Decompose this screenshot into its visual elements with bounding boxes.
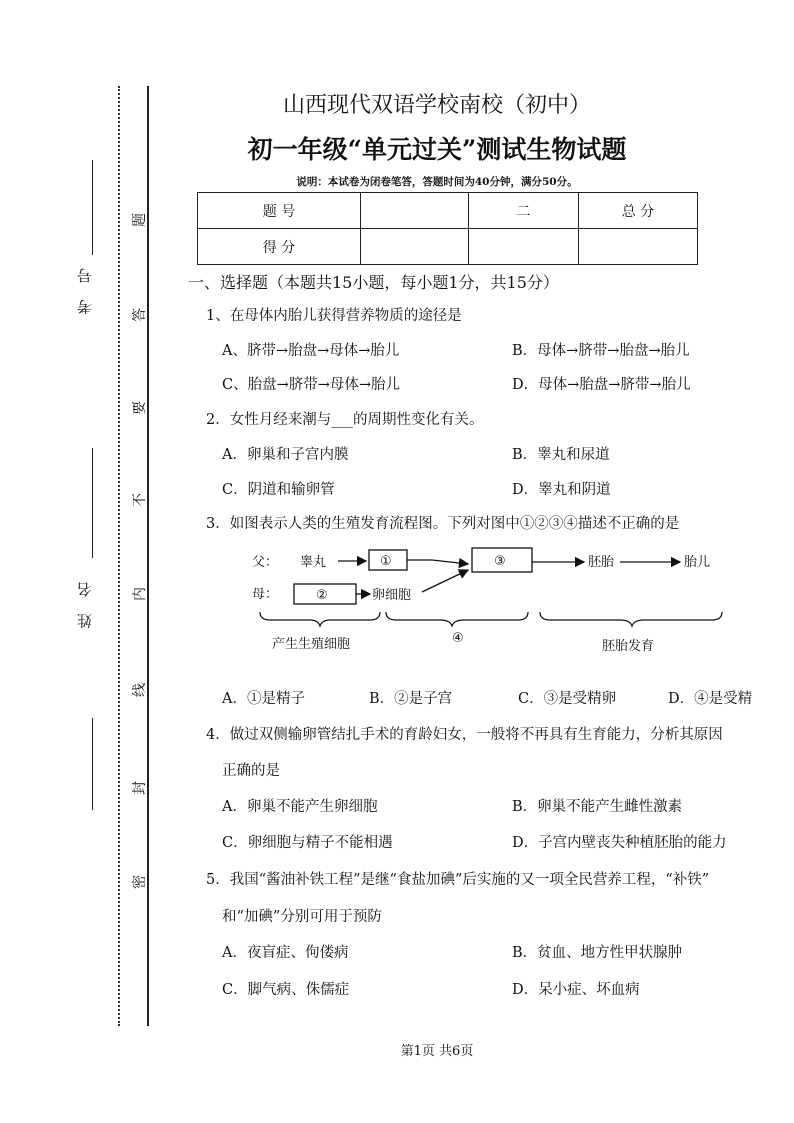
- gametes-label: 产生生殖细胞: [272, 637, 351, 652]
- mother-label: 母：: [252, 587, 279, 602]
- brace-4-label: ④: [452, 631, 464, 646]
- option[interactable]: A．卵巢不能产生卵细胞: [222, 799, 378, 815]
- seal-char: 线: [132, 683, 148, 697]
- brace-4: [386, 612, 528, 626]
- brace-gametes: [260, 612, 380, 626]
- margin-solid-line: [147, 86, 149, 1026]
- option[interactable]: D．呆小症、坏血病: [512, 982, 640, 998]
- blank-line: [92, 718, 93, 810]
- school-name: 山西现代双语学校南校（初中）: [282, 93, 591, 118]
- testis-label: 睾丸: [300, 555, 327, 570]
- reproduction-flow-diagram: [250, 540, 730, 660]
- seal-char: 密: [132, 875, 148, 889]
- option[interactable]: B．贫血、地方性甲状腺肿: [512, 945, 683, 961]
- question-stem-cont: 和“加碘”分别可用于预防: [222, 909, 382, 925]
- option[interactable]: B．睾丸和尿道: [512, 447, 610, 463]
- score-table-cell[interactable]: [469, 229, 579, 265]
- option[interactable]: A、脐带→胎盘→母体→胎儿: [222, 343, 400, 359]
- seal-char: 要: [132, 401, 148, 415]
- option[interactable]: B．母体→脐带→胎盘→胎儿: [512, 343, 690, 359]
- option[interactable]: C、胎盘→脐带→母体→胎儿: [222, 377, 401, 393]
- option[interactable]: B．②是子宫: [369, 691, 453, 707]
- seal-char: 题: [132, 213, 148, 227]
- option[interactable]: C．③是受精卵: [518, 691, 617, 707]
- exam-title: 初一年级“单元过关”测试生物试题: [247, 135, 627, 164]
- seal-char: 内: [132, 587, 148, 601]
- box-1-label: ①: [380, 554, 392, 569]
- score-table-cell[interactable]: [361, 229, 469, 265]
- score-table-cell: 题 号: [198, 193, 361, 229]
- option[interactable]: D．子宫内壁丧失种植胚胎的能力: [512, 835, 727, 851]
- score-table-cell[interactable]: [579, 229, 698, 265]
- question-stem: 5．我国“酱油补铁工程”是继“食盐加碘”后实施的又一项全民营养工程，“补铁”: [206, 872, 710, 888]
- score-table: [197, 192, 698, 265]
- question-stem: 4．做过双侧输卵管结扎手术的育龄妇女，一般将不再具有生育能力，分析其原因: [206, 727, 723, 743]
- name-line: [92, 448, 93, 558]
- father-label: 父：: [252, 555, 279, 570]
- question-stem: 2．女性月经来潮与___的周期性变化有关。: [206, 412, 484, 428]
- option[interactable]: A．①是精子: [222, 691, 305, 707]
- question-stem-cont: 正确的是: [222, 763, 280, 779]
- box-2-label: ②: [316, 588, 328, 603]
- score-table-cell: [361, 193, 469, 229]
- option[interactable]: A．夜盲症、佝偻病: [222, 945, 349, 961]
- name-label: 姓 名: [76, 576, 94, 629]
- seal-dotted-line: [118, 86, 120, 1026]
- option[interactable]: B．卵巢不能产生雌性激素: [512, 799, 683, 815]
- exam-note: 说明：本试卷为闭卷笔答，答题时间为40分钟，满分50分。: [296, 176, 578, 188]
- option[interactable]: D．④是受精: [668, 691, 753, 707]
- brace-development: [540, 612, 722, 626]
- option[interactable]: D．睾丸和阴道: [512, 482, 611, 498]
- development-label: 胚胎发育: [602, 639, 655, 654]
- question-stem: 3．如图表示人类的生殖发育流程图。下列对图中①②③④描述不正确的是: [206, 516, 680, 532]
- option[interactable]: C．卵细胞与精子不能相遇: [222, 835, 393, 851]
- exam-number-label: 考 号: [76, 262, 94, 315]
- section-heading: 一、选择题（本题共15小题，每小题1分，共15分）: [188, 273, 559, 292]
- option[interactable]: C．脚气病、侏儒症: [222, 982, 350, 998]
- embryo-label: 胚胎: [588, 555, 615, 570]
- fetus-label: 胎儿: [684, 555, 711, 570]
- seal-char: 不: [132, 493, 148, 507]
- box-3-label: ③: [494, 554, 506, 569]
- question-stem: 1、在母体内胎儿获得营养物质的途径是: [206, 308, 462, 324]
- score-table-cell: 总 分: [579, 193, 698, 229]
- score-table-cell: 得 分: [198, 229, 361, 265]
- egg-label: 卵细胞: [372, 588, 412, 603]
- option[interactable]: D．母体→胎盘→脐带→胎儿: [512, 377, 691, 393]
- seal-char: 封: [132, 781, 148, 795]
- score-table-cell: 二: [469, 193, 579, 229]
- option[interactable]: A．卵巢和子宫内膜: [222, 447, 349, 463]
- seal-char: 答: [132, 308, 148, 322]
- page-number: 第1页 共6页: [400, 1044, 474, 1059]
- option[interactable]: C．阴道和输卵管: [222, 482, 335, 498]
